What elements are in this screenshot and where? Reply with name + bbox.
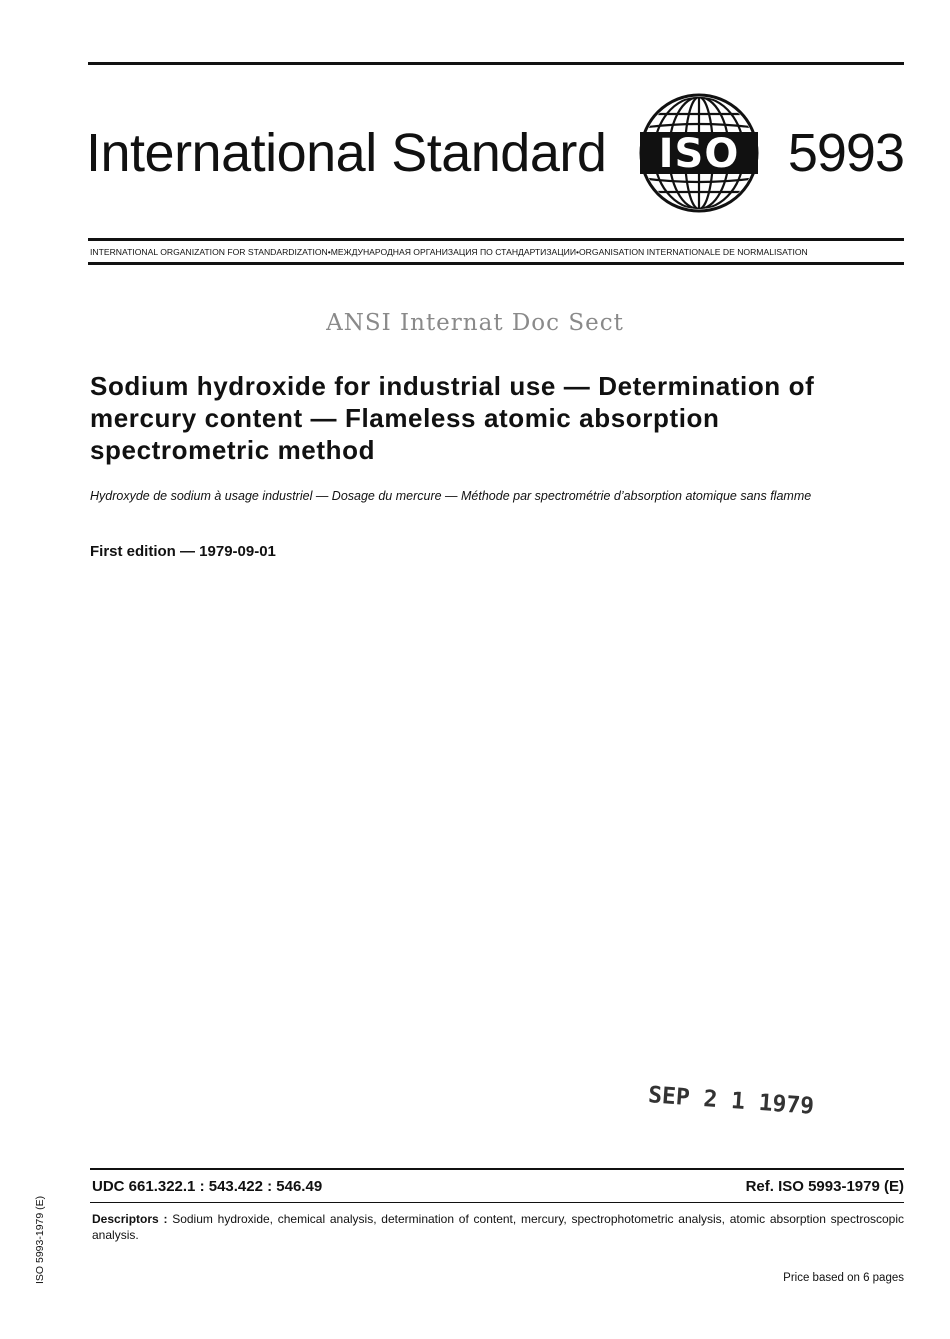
received-date-stamp: SEP 2 1 1979 — [647, 1082, 815, 1120]
footer-rule-2 — [90, 1202, 904, 1203]
french-title: Hydroxyde de sodium à usage industriel — Dosage du mercure — Méthode par spectrométrie d’absorption atomique sans flamme — [90, 489, 812, 503]
header-title: International Standard — [86, 123, 607, 183]
top-rule — [88, 62, 904, 65]
descriptors-label: Descriptors : — [92, 1212, 168, 1226]
document-title — [90, 370, 910, 466]
title-line-2: mercury content — Flameless atomic absorption — [90, 403, 720, 433]
title-line-1: Sodium hydroxide for industrial use — Determination of — [90, 371, 815, 401]
edition-date: First edition — 1979-09-01 — [90, 543, 276, 560]
side-reference: ISO 5993-1979 (E) — [34, 1195, 46, 1284]
descriptors — [92, 1211, 904, 1243]
reference-code: Ref. ISO 5993-1979 (E) — [745, 1178, 904, 1195]
descriptors-text: Sodium hydroxide, chemical analysis, determination of content, mercury, spectrophotometric analysis, atomic absorption spectroscopic analysis. — [92, 1212, 905, 1242]
iso-logo-text: ISO — [658, 131, 740, 177]
iso-logo — [638, 92, 760, 214]
ansi-stamp: ANSI Internat Doc Sect — [326, 310, 624, 336]
footer-rule — [90, 1168, 904, 1170]
udc-code: UDC 661.322.1 : 543.422 : 546.49 — [92, 1178, 323, 1195]
price-note: Price based on 6 pages — [783, 1272, 904, 1284]
org-rule-top — [88, 238, 904, 241]
organization-line: INTERNATIONAL ORGANIZATION FOR STANDARDIZATION•МЕЖДУНАРОДНАЯ ОРГАНИЗАЦИЯ ПО СТАНДАРТИЗАЦИИ•ORGANISATION INTERNATIONALE DE NORMALISATION — [90, 247, 808, 257]
org-rule-bottom — [88, 262, 904, 265]
standard-number: 5993 — [787, 123, 904, 183]
title-line-3: spectrometric method — [90, 435, 376, 465]
